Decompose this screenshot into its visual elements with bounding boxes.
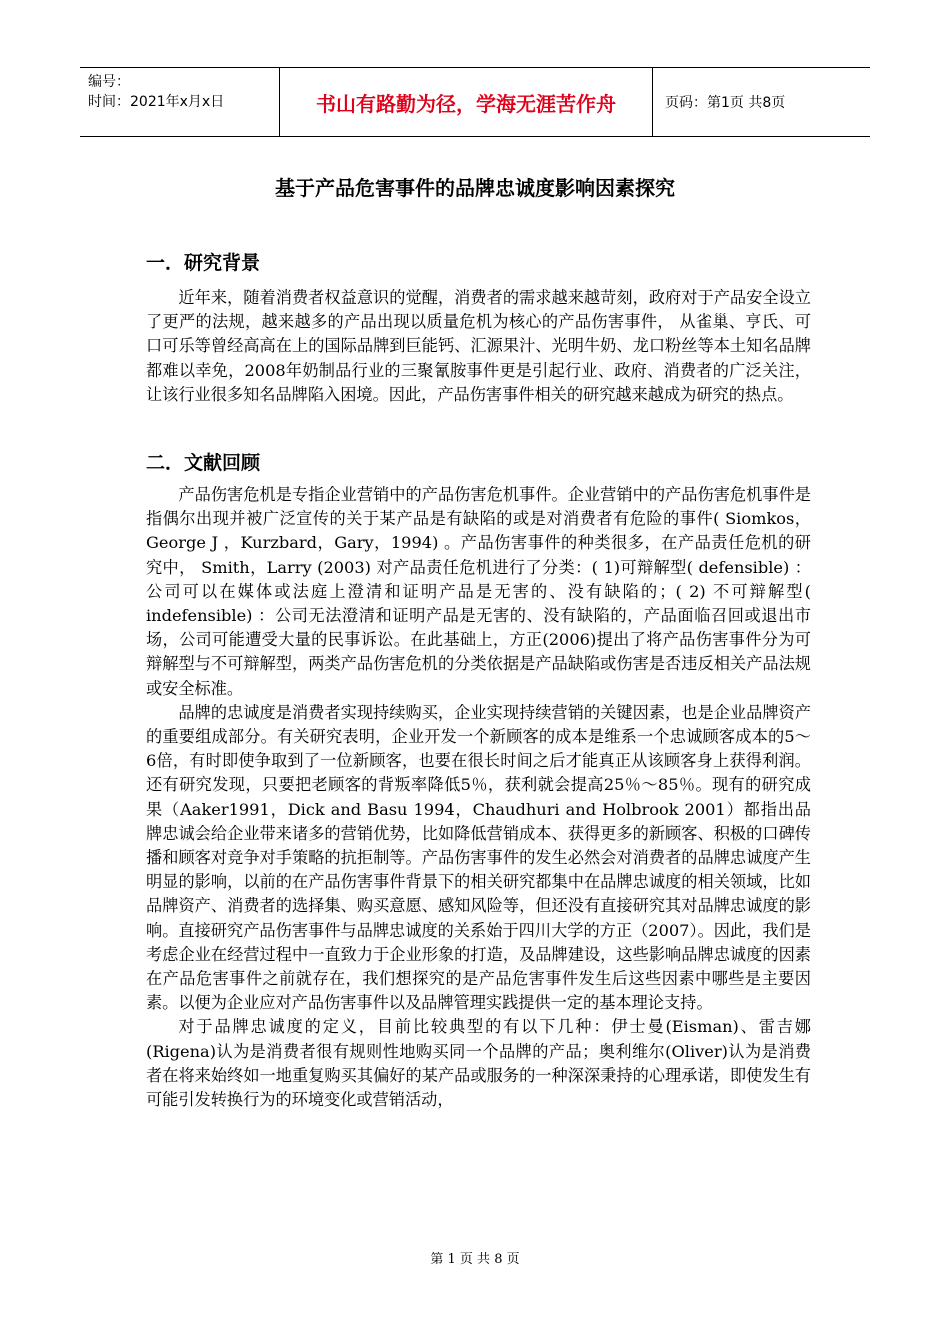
header-meta [80, 68, 280, 136]
document-title: 基于产品危害事件的品牌忠诚度影响因素探究 [275, 176, 675, 200]
section-body-literature [146, 483, 811, 1112]
section-heading-literature: 二．文献回顾 [146, 452, 261, 474]
paragraph: 近年来，随着消费者权益意识的觉醒，消费者的需求越来越苛刻，政府对于产品安全设立了更严的法规，越来越多的产品出现以质量危机为核心的产品伤害事件， 从雀巢、亨氏、可口可乐等曾经高高在上的国际品牌到巨能钙、汇源果汁、光明牛奶、龙口粉丝等本土知名品牌都难以幸免，2008年奶制品行业的三聚氰胺事件更是引起行业、政府、消费者的广泛关注，让该行业很多知名品牌陷入困境。因此，产品伤害事件相关的研究越来越成为研究的热点。 [146, 288, 811, 404]
paragraph: 产品伤害危机是专指企业营销中的产品伤害危机事件。企业营销中的产品伤害危机事件是指偶尔出现并被广泛宣传的关于某产品是有缺陷的或是对消费者有危险的事件( Siomkos，George J ，Kurzbard，Gary，1994) 。产品伤害事件的种类很多，在产品责任危机的研究中， Smith，Larry (2003) 对产品责任危机进行了分类：( 1)可辩解型( defensible) ： 公司可以在媒体或法庭上澄清和证明产品是无害的、没有缺陷的；( 2) 不可辩解型( indefensible) ：公司无法澄清和证明产品是无害的、没有缺陷的，产品面临召回或退出市场，公司可能遭受大量的民事诉讼。在此基础上，方正(2006)提出了将产品伤害事件分为可辩解型与不可辩解型，两类产品伤害危机的分类依据是产品缺陷或伤害是否违反相关产品法规或安全标准。 [146, 485, 811, 698]
paragraph: 品牌的忠诚度是消费者实现持续购买，企业实现持续营销的关键因素，也是企业品牌资产的重要组成部分。有关研究表明，企业开发一个新顾客的成本是维系一个忠诚顾客成本的5～6倍，有时即使争取到了一位新顾客，也要在很长时间之后才能真正从该顾客身上获得利润。还有研究发现，只要把老顾客的背叛率降低5％，获利就会提高25％～85％。现有的研究成果（Aaker1991，Dick and Basu 1994，Chaudhuri and Holbrook 2001）都指出品牌忠诚会给企业带来诸多的营销优势，比如降低营销成本、获得更多的新顾客、积极的口碑传播和顾客对竞争对手策略的抗拒制等。产品伤害事件的发生必然会对消费者的品牌忠诚度产生明显的影响，以前的在产品伤害事件背景下的相关研究都集中在品牌忠诚度的相关领域，比如品牌资产、消费者的选择集、购买意愿、感知风险等，但还没有直接研究其对品牌忠诚度的影响。直接研究产品伤害事件与品牌忠诚度的关系始于四川大学的方正（2007）。因此，我们是考虑企业在经营过程中一直致力于企业形象的打造，及品牌建设，这些影响品牌忠诚度的因素在产品危害事件之前就存在，我们想探究的是产品危害事件发生后这些因素中哪些是主要因素。以便为企业应对产品伤害事件以及品牌管理实践提供一定的基本理论支持。 [146, 702, 811, 1013]
section-heading-background: 一．研究背景 [146, 252, 261, 274]
page-footer: 第 1 页 共 8 页 [430, 1252, 520, 1267]
time-label: 时间：2021年x月x日 [88, 94, 225, 110]
header-table [80, 67, 870, 137]
section-body-background [146, 286, 811, 407]
header-page-info: 页码：第1页 共8页 [665, 95, 786, 111]
header-motto: 书山有路勤为径，学海无涯苦作舟 [280, 68, 653, 136]
paragraph: 对于品牌忠诚度的定义，目前比较典型的有以下几种：伊士曼(Eisman)、雷吉娜(Rigena)认为是消费者很有规则性地购买同一个品牌的产品；奥利维尔(Oliver)认为是消费者在将来始终如一地重复购买其偏好的某产品或服务的一种深深秉持的心理承诺，即使发生有可能引发转换行为的环境变化或营销活动， [146, 1017, 811, 1110]
number-label: 编号： [88, 74, 130, 90]
